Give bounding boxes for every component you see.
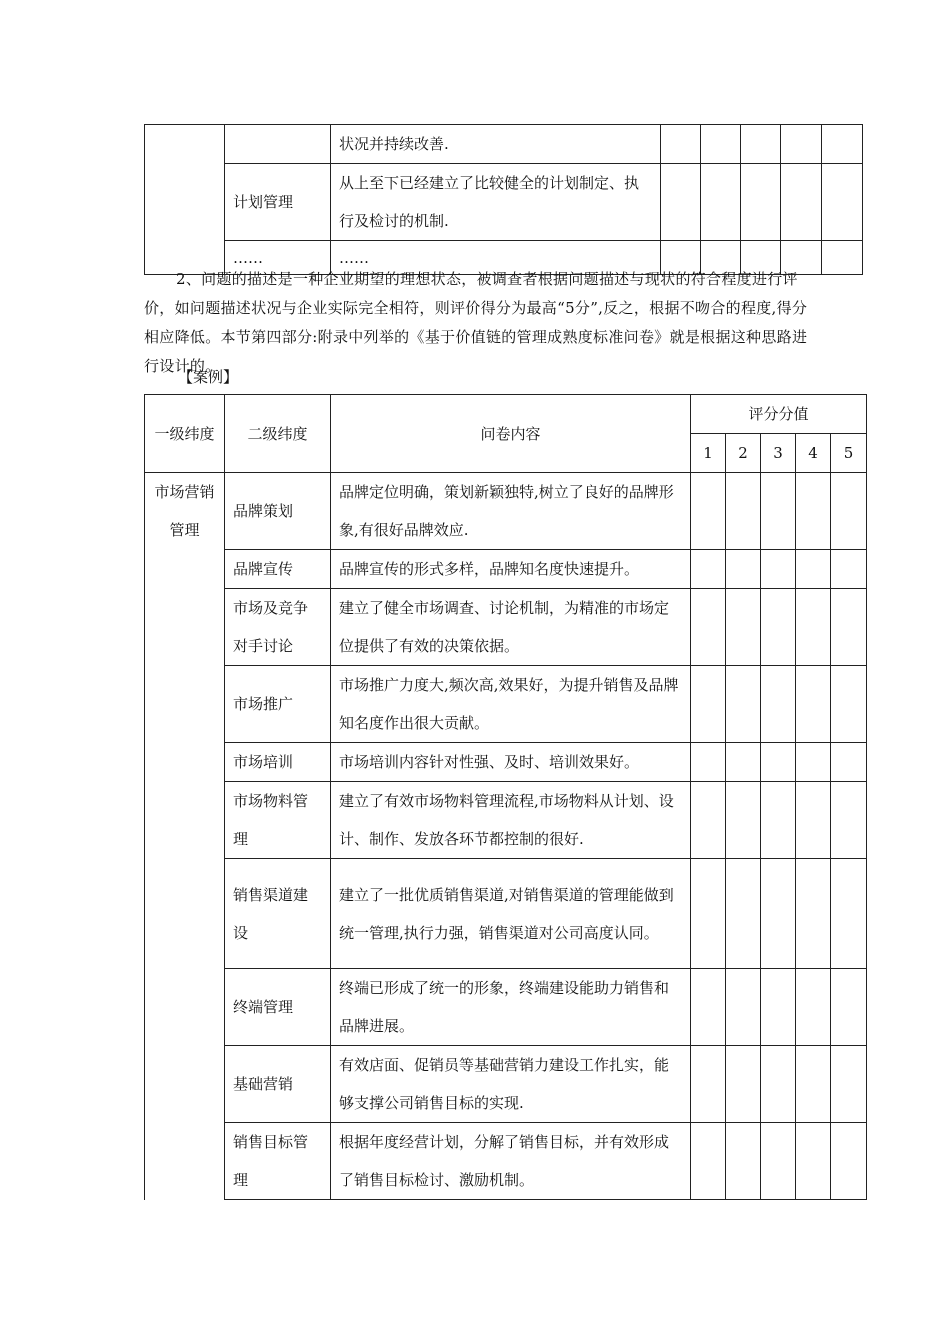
score-cell (691, 473, 726, 550)
score-cell (726, 782, 761, 859)
score-cell (796, 969, 831, 1046)
score-cell (726, 1123, 761, 1200)
content-cell: 建立了一批优质销售渠道,对销售渠道的管理能做到统一管理,执行力强，销售渠道对公司高度认同。 (331, 859, 691, 969)
dim2-cell: 销售目标管理 (225, 1123, 331, 1200)
score-cell (726, 550, 761, 589)
score-cell (761, 550, 796, 589)
table-row (145, 589, 867, 666)
score-cell (761, 782, 796, 859)
score-cell (822, 125, 863, 164)
table-row (145, 164, 863, 241)
score-cell (691, 782, 726, 859)
dim2-cell: 市场培训 (225, 743, 331, 782)
score-cell (726, 1046, 761, 1123)
score-cell (822, 241, 863, 275)
table-row (145, 859, 867, 969)
header-score-4: 4 (796, 434, 831, 473)
score-cell (796, 782, 831, 859)
score-cell (781, 164, 822, 241)
score-cell (691, 550, 726, 589)
dim2-cell: 基础营销 (225, 1046, 331, 1123)
score-cell (822, 164, 863, 241)
score-cell (831, 666, 867, 743)
header-content: 问卷内容 (331, 395, 691, 473)
dim2-cell: 销售渠道建设 (225, 859, 331, 969)
score-cell (726, 743, 761, 782)
content-cell: 品牌定位明确，策划新颖独特,树立了良好的品牌形象,有很好品牌效应. (331, 473, 691, 550)
table-row (145, 1046, 867, 1123)
score-cell (796, 473, 831, 550)
content-cell: 终端已形成了统一的形象，终端建设能助力销售和品牌进展。 (331, 969, 691, 1046)
header-score-5: 5 (831, 434, 867, 473)
case-label: 【案例】 (178, 368, 239, 386)
score-cell (726, 859, 761, 969)
dim2-cell (225, 125, 331, 164)
score-cell (761, 743, 796, 782)
header-score: 评分分值 (691, 395, 867, 434)
content-cell: 从上至下已经建立了比较健全的计划制定、执行及检讨的机制. (331, 164, 661, 241)
dim2-cell: 市场物料管理 (225, 782, 331, 859)
score-cell (781, 125, 822, 164)
content-cell: 市场培训内容针对性强、及时、培训效果好。 (331, 743, 691, 782)
score-cell (831, 782, 867, 859)
score-cell (726, 666, 761, 743)
table-row (145, 1123, 867, 1200)
questionnaire-table (144, 394, 867, 1200)
content-cell: 品牌宣传的形式多样，品牌知名度快速提升。 (331, 550, 691, 589)
dim2-cell: 品牌策划 (225, 473, 331, 550)
score-cell (831, 473, 867, 550)
score-cell (831, 859, 867, 969)
score-cell (796, 666, 831, 743)
description-paragraph: 2、问题的描述是一种企业期望的理想状态，被调查者根据问题描述与现状的符合程度进行评价，如问题描述状况与企业实际完全相符，则评价得分为最高“5分”,反之，根据不吻合的程度,得分相应降低。本节第四部分:附录中列举的《基于价值链的管理成熟度标准问卷》就是根据这种思路进行设计的。 (144, 270, 808, 375)
dim1-cell (145, 125, 225, 275)
dim1-cell: 市场营销管理 (145, 473, 225, 1200)
score-cell (761, 1123, 796, 1200)
score-cell (796, 589, 831, 666)
score-cell (741, 125, 781, 164)
score-cell (691, 589, 726, 666)
score-cell (761, 1046, 796, 1123)
dim2-cell: 市场及竞争对手讨论 (225, 589, 331, 666)
score-cell (691, 666, 726, 743)
content-cell: 根据年度经营计划，分解了销售目标，并有效形成了销售目标检讨、激励机制。 (331, 1123, 691, 1200)
score-cell (761, 969, 796, 1046)
header-score-1: 1 (691, 434, 726, 473)
score-cell (691, 859, 726, 969)
dim2-cell: …… (225, 241, 331, 275)
table-row (145, 969, 867, 1046)
content-cell: …… (331, 241, 661, 275)
table-row (145, 666, 867, 743)
score-cell (796, 1123, 831, 1200)
score-cell (796, 859, 831, 969)
content-cell: 有效店面、促销员等基础营销力建设工作扎实，能够支撑公司销售目标的实现. (331, 1046, 691, 1123)
table-row (145, 782, 867, 859)
content-cell: 建立了健全市场调查、讨论机制，为精准的市场定位提供了有效的决策依据。 (331, 589, 691, 666)
header-dim1: 一级纬度 (145, 395, 225, 473)
score-cell (691, 1123, 726, 1200)
score-cell (831, 589, 867, 666)
dim2-cell: 计划管理 (225, 164, 331, 241)
table-row (145, 125, 863, 164)
content-cell: 市场推广力度大,频次高,效果好，为提升销售及品牌知名度作出很大贡献。 (331, 666, 691, 743)
score-cell (796, 550, 831, 589)
score-cell (726, 589, 761, 666)
content-cell: 状况并持续改善. (331, 125, 661, 164)
score-cell (796, 743, 831, 782)
score-cell (761, 473, 796, 550)
score-cell (691, 969, 726, 1046)
score-cell (831, 1046, 867, 1123)
header-score-3: 3 (761, 434, 796, 473)
score-cell (691, 743, 726, 782)
score-cell (741, 164, 781, 241)
content-cell: 建立了有效市场物料管理流程,市场物料从计划、设计、制作、发放各环节都控制的很好. (331, 782, 691, 859)
score-cell (831, 969, 867, 1046)
score-cell (661, 125, 701, 164)
table-row (145, 550, 867, 589)
table-header-row (145, 395, 867, 434)
score-cell (726, 969, 761, 1046)
score-cell (661, 164, 701, 241)
score-cell (726, 473, 761, 550)
score-cell (831, 550, 867, 589)
score-cell (831, 743, 867, 782)
score-cell (796, 1046, 831, 1123)
header-dim2: 二级纬度 (225, 395, 331, 473)
header-score-2: 2 (726, 434, 761, 473)
table-row (145, 743, 867, 782)
score-cell (761, 666, 796, 743)
score-cell (701, 164, 741, 241)
score-cell (691, 1046, 726, 1123)
dim2-cell: 市场推广 (225, 666, 331, 743)
score-cell (701, 125, 741, 164)
score-cell (761, 589, 796, 666)
table-row (145, 473, 867, 550)
score-cell (761, 859, 796, 969)
continuation-table (144, 124, 863, 275)
dim2-cell: 品牌宣传 (225, 550, 331, 589)
score-cell (831, 1123, 867, 1200)
dim2-cell: 终端管理 (225, 969, 331, 1046)
